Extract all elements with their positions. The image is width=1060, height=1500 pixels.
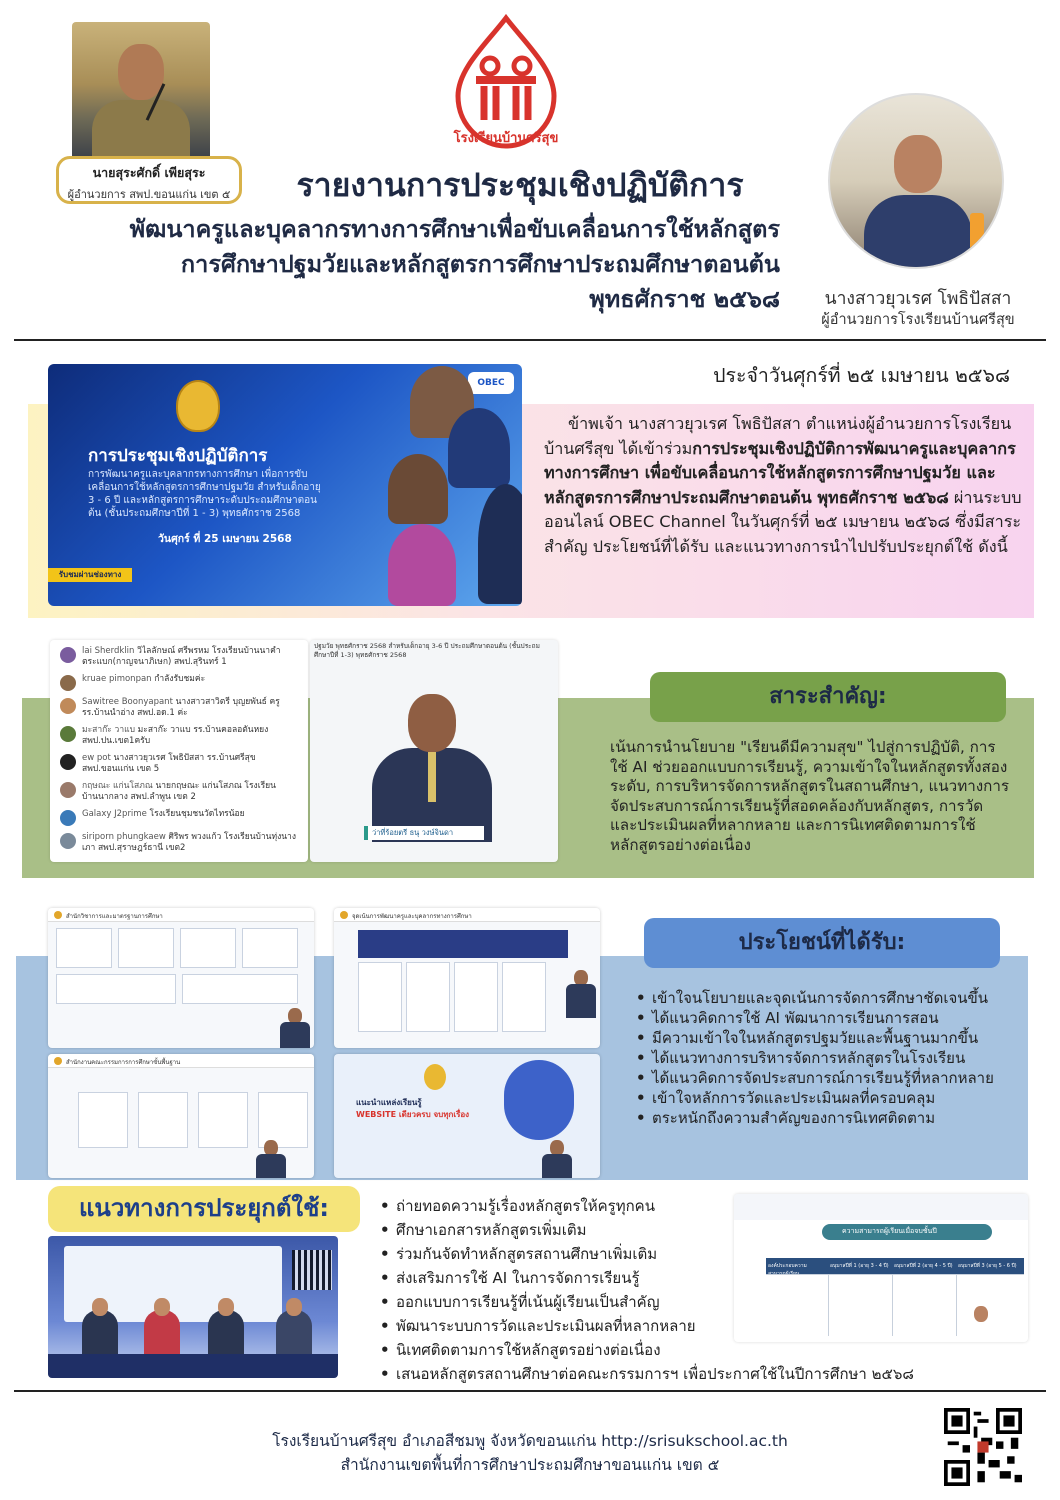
left-person-title: ผู้อำนวยการ สพป.ขอนแก่น เขต ๕ xyxy=(67,188,231,201)
right-person-title: ผู้อำนวยการโรงเรียนบ้านศรีสุข xyxy=(821,312,1015,328)
avatar xyxy=(60,810,76,826)
avatar xyxy=(60,782,76,798)
footer-school-address: โรงเรียนบ้านศรีสุข อำเภอสีชมพู จังหวัดขอนแก่น http://srisukschool.ac.th xyxy=(272,1432,788,1450)
hand-touch-icon xyxy=(504,1060,574,1140)
list-item: • ตระหนักถึงความสำคัญของการนิเทศติดตาม xyxy=(632,1108,1028,1128)
workshop-banner-image xyxy=(48,364,522,606)
list-item: • เสนอหลักสูตรสถานศึกษาต่อคณะกรรมการฯ เพื่อประกาศใช้ในปีการศึกษา ๒๕๖๘ xyxy=(376,1362,1016,1386)
list-item: • ได้แนวคิดการจัดประสบการณ์การเรียนรู้ที่หลากหลาย xyxy=(632,1068,1028,1088)
page-title: รายงานการประชุมเชิงปฏิบัติการ xyxy=(296,166,744,204)
list-item: • ได้แนวทางการบริหารจัดการหลักสูตรในโรงเรียน xyxy=(632,1048,1028,1068)
list-item: • ออกแบบการเรียนรู้ที่เน้นผู้เรียนเป็นสำคัญ xyxy=(376,1290,1016,1314)
screenshot-curriculum-docs: สำนักวิชาการและมาตรฐานการศึกษา xyxy=(48,908,314,1048)
logo-text: โรงเรียนบ้านศรีสุข xyxy=(453,131,559,146)
page-subtitle xyxy=(30,212,780,317)
intro-paragraph xyxy=(544,412,1030,559)
qr-code-icon xyxy=(944,1408,1022,1486)
subtitle-line: การศึกษาปฐมวัยและหลักสูตรการศึกษาประถมศึกษาตอนต้น xyxy=(180,250,780,278)
header-divider xyxy=(14,339,1046,341)
intro-text-part: ผ่านระบบออนไลน์ OBEC Channel ในวันศุกร์ที่ ๒๕ เมษายน ๒๕๖๘ ซึ่งมีสาระสำคัญ ประโยชน์ที่ได้รับ และแนวทางการนำไปปรับประยุกต์ใช้ ดังนี้ xyxy=(544,487,1022,556)
left-person-name: นายสุระศักดิ์ เพียสุระ xyxy=(92,165,206,180)
avatar xyxy=(60,726,76,742)
live-chat-panel xyxy=(50,640,308,862)
intro-text-part-bold: การประชุมเชิงปฏิบัติการพัฒนาครูและบุคลากรทางการศึกษา เพื่อขับเคลื่อนการใช้หลักสูตรการศึกษาปฐมวัย และหลักสูตรการศึกษาประถมศึกษาตอนต้น พุทธศักราช ๒๕๖๘ xyxy=(544,438,1016,507)
list-item: • ศึกษาเอกสารหลักสูตรเพิ่มเติม xyxy=(376,1218,1016,1242)
chat-comment: Galaxy J2prime โรงเรียนชุมชนวัดไทรน้อย xyxy=(60,809,298,826)
list-item: • ถ่ายทอดความรู้เรื่องหลักสูตรให้ครูทุกคน xyxy=(376,1194,1016,1218)
report-date: ประจำวันศุกร์ที่ ๒๕ เมษายน ๒๕๖๘ xyxy=(713,364,1010,387)
subtitle-line: พัฒนาครูและบุคลากรทางการศึกษาเพื่อขับเคลื่อนการใช้หลักสูตร xyxy=(129,215,780,243)
list-item: • ส่งเสริมการใช้ AI ในการจัดการเรียนรู้ xyxy=(376,1266,1016,1290)
chat-comment: มะสาก๊ะ วาแบ มะสาก๊ะ วาแบ รร.บ้านคอลอตันหยง สพป.ปน.เขต1ครับ xyxy=(60,725,298,747)
chat-comment: siriporn phungkaew ศิริพร พวงแก้ว โรงเรียนบ้านทุ่งนางเภา สพป.สุราษฎร์ธานี เขต2 xyxy=(60,832,298,854)
list-item: • ได้แนวคิดการใช้ AI พัฒนาการเรียนการสอน xyxy=(632,1008,1028,1028)
screenshot-development-focus: จุดเน้นการพัฒนาครูและบุคลากรทางการศึกษา xyxy=(334,908,600,1048)
avatar xyxy=(60,698,76,714)
chat-comment: ew pot นางสาวยุวเรศ โพธิปัสสา รร.บ้านศรีสุข สพป.ขอนแก่น เขต 5 xyxy=(60,753,298,775)
director-photo-left xyxy=(72,22,210,160)
watch-channel-tag: รับชมผ่านช่องทาง xyxy=(48,568,132,582)
list-item: • พัฒนาระบบการวัดและประเมินผลที่หลากหลาย xyxy=(376,1314,1016,1338)
intro-text-part: ข้าพเจ้า นางสาวยุวเรศ โพธิปัสสา ตำแหน่งผู้อำนวยการโรงเรียนบ้านศรีสุข ได้เข้าร่วม xyxy=(544,414,1012,458)
speaker-caption: ว่าที่ร้อยตรี ธนุ วงษ์จินดา xyxy=(364,826,484,840)
obec-channel-badge: OBEC xyxy=(468,372,514,394)
banner-subtitle: การพัฒนาครูและบุคลากรทางการศึกษา เพื่อการขับเคลื่อนการใช้หลักสูตรการศึกษาปฐมวัย สำหรับเด็กอายุ 3 - 6 ปี และหลักสูตรการศึกษาระดับประถมศึกษาตอนต้น (ชั้นประถมศึกษาปีที่ 1 - 3) พุทธศักราช 2568 xyxy=(88,469,321,519)
screenshot-obec-documents: สำนักงานคณะกรรมการการศึกษาขั้นพื้นฐาน xyxy=(48,1054,314,1178)
footer-divider xyxy=(14,1390,1046,1392)
chat-comment: กฤษณะ แก่นโสภณ นายกฤษณะ แก่นโสภณ โรงเรียนบ้านนากลาง สพป.ลำพูน เขต 2 xyxy=(60,781,298,803)
avatar xyxy=(60,647,76,663)
screenshot-website: แนะนำแหล่งเรียนรู้ WEBSITE เดียวครบ จบทุกเรื่อง xyxy=(334,1054,600,1178)
list-item: • นิเทศติดตามการใช้หลักสูตรอย่างต่อเนื่อง xyxy=(376,1338,1016,1362)
left-person-name-tag xyxy=(56,156,242,204)
qr-code-icon xyxy=(292,1250,332,1290)
emblem-icon xyxy=(424,1064,446,1090)
right-person-name: นางสาวยุวเรศ โพธิปัสสา xyxy=(824,289,1012,309)
director-photo-right xyxy=(828,93,1004,269)
avatar xyxy=(60,754,76,770)
list-item: • มีความเข้าใจในหลักสูตรปฐมวัยและพื้นฐานมากขึ้น xyxy=(632,1028,1028,1048)
key-points-text: เน้นการนำนโยบาย "เรียนดีมีความสุข" ไปสู่การปฏิบัติ, การใช้ AI ช่วยออกแบบการเรียนรู้, ความเข้าใจในหลักสูตรทั้งสองระดับ, การบริหารจัดการหลักสูตรในสถานศึกษา, แนวทางการจัดประสบการณ์การเรียนรู้ที่สอดคล้องกับหลักสูตร, การวัดและประเมินผลที่หลากหลาย และการนิเทศติดตามการใช้หลักสูตรอย่างต่อเนื่อง xyxy=(610,738,1010,854)
video-header: ปฐมวัย พุทธศักราช 2568 สำหรับเด็กอายุ 3-6 ปี ประถมศึกษาตอนต้น (ชั้นประถมศึกษาปีที่ 1-3) พุทธศักราช 2568 xyxy=(314,642,540,659)
footer-office: สำนักงานเขตพื้นที่การศึกษาประถมศึกษาขอนแก่น เขต ๕ xyxy=(340,1456,720,1474)
benefits-list xyxy=(632,988,1028,1128)
avatar xyxy=(60,833,76,849)
chat-comment: kruae pimonpan กำลังรับชมค่ะ xyxy=(60,674,298,691)
speaker-video-frame xyxy=(310,640,558,862)
panel-discussion-image xyxy=(48,1236,338,1378)
school-logo xyxy=(446,14,566,154)
banner-title: การประชุมเชิงปฏิบัติการ xyxy=(88,446,268,466)
list-item: • ร่วมกันจัดทำหลักสูตรสถานศึกษาเพิ่มเติม xyxy=(376,1242,1016,1266)
application-heading: แนวทางการประยุกต์ใช้: xyxy=(48,1186,360,1232)
obec-emblem-icon xyxy=(176,380,220,432)
chat-comment: Sawitree Boonyapant นางสาวสาวิตรี บุญยพันธ์ ครูรร.บ้านนำอ่าง สพป.อด.1 ค่ะ xyxy=(60,697,298,719)
ability-table-image: ความสามารถผู้เรียนเมื่อจบชั้นปี องค์ประกอบความ อนุบาลปีที่ 1 (อายุ 3 - 4 ปี) อนุบาลปีที่ 2 (อายุ 4 - 5 ปี) อนุบาลปีที่ 3 (อายุ 5 - 6 ปี) xyxy=(734,1194,1028,1342)
subtitle-line: พุทธศักราช ๒๕๖๘ xyxy=(589,285,780,313)
avatar xyxy=(60,675,76,691)
key-points-heading: สาระสำคัญ: xyxy=(650,672,1006,722)
list-item: • เข้าใจหลักการวัดและประเมินผลที่ครอบคลุม xyxy=(632,1088,1028,1108)
benefits-heading: ประโยชน์ที่ได้รับ: xyxy=(644,918,1000,968)
list-item: • เข้าใจนโยบายและจุดเน้นการจัดการศึกษาชัดเจนขึ้น xyxy=(632,988,1028,1008)
chat-comment: lai Sherdklin วิไลลักษณ์ ศรีพรหม โรงเรียนบ้านนาคำตระแบก(กาญจนาภิเษก) สพป.สุรินทร์ 1 xyxy=(60,646,298,668)
banner-date: วันศุกร์ ที่ 25 เมษายน 2568 xyxy=(158,533,292,545)
